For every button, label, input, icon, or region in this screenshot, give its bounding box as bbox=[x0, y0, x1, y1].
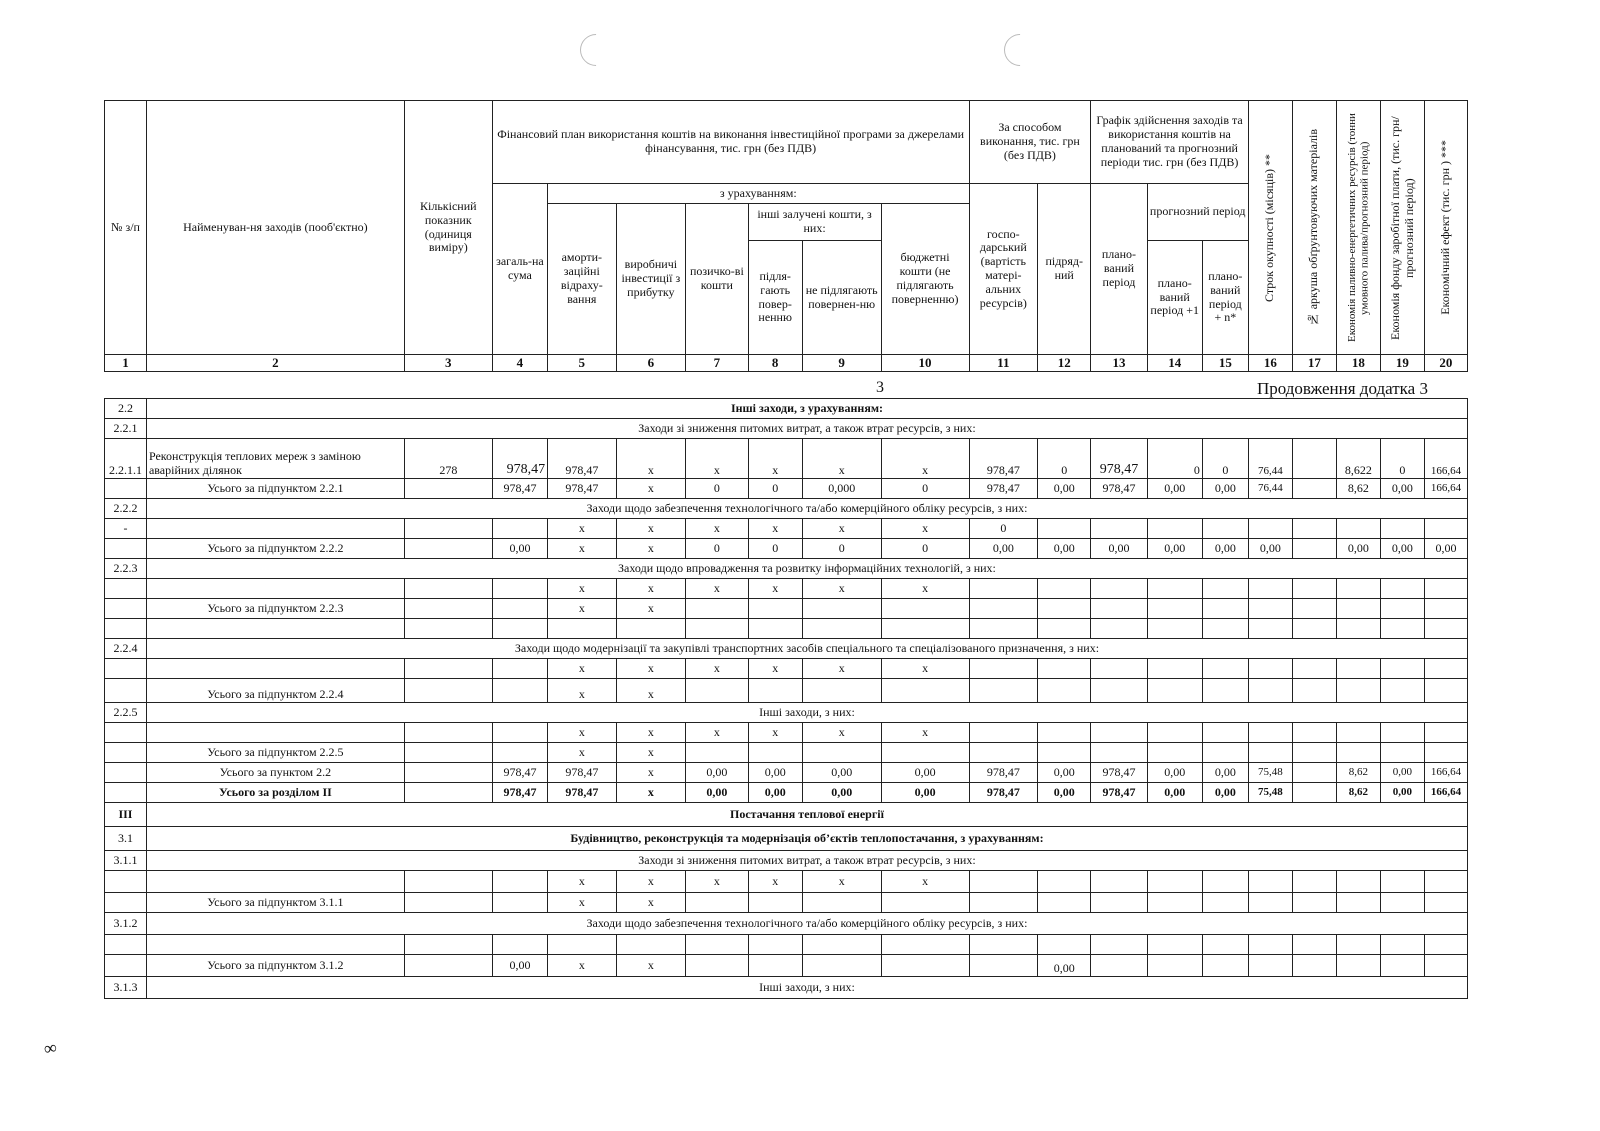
hdr-non-returnable: не підлягають повернен-ню bbox=[802, 241, 881, 355]
cell-budget: x bbox=[881, 659, 969, 679]
cell-production-investment: x bbox=[616, 519, 686, 539]
item-name-line1: Реконструкція теплових мереж з заміною bbox=[148, 449, 361, 464]
section-row bbox=[105, 703, 1468, 723]
cell-budget: x bbox=[881, 579, 969, 599]
cell-planned-period: 0,00 bbox=[1091, 539, 1147, 559]
hdr-other-funds: інші залучені кошти, з них: bbox=[748, 204, 881, 241]
page-number: 3 bbox=[876, 379, 884, 396]
cell-production-investment: x bbox=[616, 579, 686, 599]
cell-economic: 978,47 bbox=[969, 479, 1038, 499]
col-number: 17 bbox=[1292, 355, 1336, 372]
item-number: - bbox=[105, 519, 147, 539]
cell-amortization: x bbox=[548, 955, 617, 977]
subtotal-row bbox=[105, 679, 1468, 703]
cell-amortization: x bbox=[548, 679, 617, 703]
section-number: 2.2.2 bbox=[105, 499, 147, 519]
subtotal-label: Усього за пунктом 2.2 bbox=[146, 763, 404, 783]
cell-budget: 0 bbox=[881, 479, 969, 499]
hdr-including: з урахуванням: bbox=[548, 184, 970, 204]
cell-payback: 75,48 bbox=[1248, 783, 1292, 803]
cell-economic: 0 bbox=[969, 519, 1038, 539]
section-row bbox=[105, 559, 1468, 579]
hdr-contract: підряд-ний bbox=[1038, 184, 1091, 355]
cell-contract: 0 bbox=[1038, 439, 1091, 479]
cell-loans: 0,00 bbox=[686, 763, 748, 783]
cell-loans: x bbox=[686, 579, 748, 599]
subtotal-row bbox=[105, 743, 1468, 763]
section-title: Заходи щодо забезпечення технологічного та/або комерційного обліку ресурсів, з них: bbox=[146, 913, 1467, 935]
cell-contract: 0,00 bbox=[1038, 783, 1091, 803]
subtotal-label: Усього за підпунктом 2.2.3 bbox=[146, 599, 404, 619]
hdr-amortization: аморти-заційні відраху-вання bbox=[548, 204, 617, 355]
cell-returnable: 0 bbox=[748, 539, 802, 559]
col-number: 12 bbox=[1038, 355, 1091, 372]
cell-contract: 0,00 bbox=[1038, 763, 1091, 783]
section-title: Заходи зі зниження питомих витрат, а також втрат ресурсів, з них: bbox=[146, 851, 1467, 871]
cell-total: 978,47 bbox=[492, 439, 547, 479]
cell-non-returnable: 0,00 bbox=[802, 783, 881, 803]
cell-non-returnable: x bbox=[802, 723, 881, 743]
col-number: 2 bbox=[146, 355, 404, 372]
cell-wage-savings: 0 bbox=[1380, 439, 1424, 479]
cell-production-investment: x bbox=[616, 743, 686, 763]
punch-hole-left bbox=[573, 27, 618, 72]
cell-loans: x bbox=[686, 723, 748, 743]
hdr-planned-period: плано-ваний період bbox=[1091, 184, 1147, 355]
hdr-schedule: Графік здійснення заходів та використання коштів на планований та прогнозний періоди тис. грн (без ПДВ) bbox=[1091, 101, 1249, 184]
cell-economic: 0,00 bbox=[969, 539, 1038, 559]
hdr-quantity: Кількісний показник (одиниця виміру) bbox=[404, 101, 492, 355]
cell-production-investment: x bbox=[616, 783, 686, 803]
cell-amortization: x bbox=[548, 743, 617, 763]
cell-returnable: x bbox=[748, 519, 802, 539]
cell-contract: 0,00 bbox=[1038, 539, 1091, 559]
cell-economic: 978,47 bbox=[969, 783, 1038, 803]
cell-returnable: 0 bbox=[748, 479, 802, 499]
cell-planned-plus1: 0 bbox=[1147, 439, 1202, 479]
cell-planned-plus1: 0,00 bbox=[1147, 479, 1202, 499]
hdr-payback-text: Строк окупності (місяців) ** bbox=[1262, 153, 1277, 302]
table-row bbox=[105, 619, 1468, 639]
cell-amortization: x bbox=[548, 539, 617, 559]
cell-total: 978,47 bbox=[492, 479, 547, 499]
cell-wage-savings: 0,00 bbox=[1380, 479, 1424, 499]
cell-returnable: x bbox=[748, 871, 802, 893]
col-number: 11 bbox=[969, 355, 1038, 372]
cell-econ-effect: 0,00 bbox=[1424, 539, 1467, 559]
hdr-production-investment: виробничі інвестиції з прибутку bbox=[616, 204, 686, 355]
section-row bbox=[105, 827, 1468, 851]
cell-loans: x bbox=[686, 871, 748, 893]
section-row bbox=[105, 419, 1468, 439]
hdr-sheet-no bbox=[1292, 101, 1336, 355]
cell-non-returnable: x bbox=[802, 439, 881, 479]
hdr-no: № з/п bbox=[105, 101, 147, 355]
cell-amortization: x bbox=[548, 599, 617, 619]
cell-quantity: 278 bbox=[404, 439, 492, 479]
cell-planned-plusn: 0 bbox=[1202, 439, 1248, 479]
table-row bbox=[105, 579, 1468, 599]
table-row bbox=[105, 935, 1468, 955]
cell-loans: x bbox=[686, 519, 748, 539]
cell-production-investment: x bbox=[616, 599, 686, 619]
cell-returnable: x bbox=[748, 439, 802, 479]
cell-returnable: x bbox=[748, 659, 802, 679]
section-number: 2.2.3 bbox=[105, 559, 147, 579]
col-number: 20 bbox=[1424, 355, 1467, 372]
cell-planned-period: 978,47 bbox=[1091, 439, 1147, 479]
hdr-econ-effect-text: Економічний ефект (тис. грн ) *** bbox=[1438, 140, 1452, 315]
subtotal-row bbox=[105, 763, 1468, 783]
table-row bbox=[105, 439, 1468, 479]
col-number: 3 bbox=[404, 355, 492, 372]
cell-econ-effect: 166,64 bbox=[1424, 783, 1467, 803]
cell-production-investment: x bbox=[616, 439, 686, 479]
cell-planned-plus1: 0,00 bbox=[1147, 783, 1202, 803]
subtotal-label: Усього за підпунктом 3.1.2 bbox=[146, 955, 404, 977]
item-number: 2.2.1.1 bbox=[105, 439, 147, 479]
section-number: 3.1.1 bbox=[105, 851, 147, 871]
table-row bbox=[105, 871, 1468, 893]
cell-fuel-savings: 8,62 bbox=[1336, 763, 1380, 783]
cell-production-investment: x bbox=[616, 893, 686, 913]
cell-total: 0,00 bbox=[492, 539, 547, 559]
section-title: Заходи щодо впровадження та розвитку інформаційних технологій, з них: bbox=[146, 559, 1467, 579]
cell-empty bbox=[404, 479, 492, 499]
cell-total: 0,00 bbox=[492, 955, 547, 977]
section-number: 2.2.1 bbox=[105, 419, 147, 439]
investment-plan-header bbox=[104, 100, 1468, 372]
section-title: Постачання теплової енергії bbox=[146, 803, 1467, 827]
cell-amortization: 978,47 bbox=[548, 439, 617, 479]
cell-amortization: x bbox=[548, 519, 617, 539]
cell-wage-savings: 0,00 bbox=[1380, 783, 1424, 803]
handwritten-mark: ∞ bbox=[42, 1037, 59, 1059]
hdr-loans: позичко-ві кошти bbox=[686, 204, 748, 355]
section-row bbox=[105, 977, 1468, 999]
cell-budget: x bbox=[881, 871, 969, 893]
subtotal-row bbox=[105, 479, 1468, 499]
hdr-wage-savings-text: Економія фонду заробітної плати, (тис. грн/прогнозний період) bbox=[1387, 115, 1416, 340]
cell-econ-effect: 166,64 bbox=[1424, 439, 1467, 479]
col-number: 19 bbox=[1380, 355, 1424, 372]
cell-planned-plusn: 0,00 bbox=[1202, 479, 1248, 499]
col-number: 1 bbox=[105, 355, 147, 372]
cell-non-returnable: 0,000 bbox=[802, 479, 881, 499]
cell-amortization: x bbox=[548, 893, 617, 913]
section-row bbox=[105, 851, 1468, 871]
cell-budget: x bbox=[881, 723, 969, 743]
section-row bbox=[105, 803, 1468, 827]
item-name-line2: аварійних ділянок bbox=[148, 463, 242, 478]
col-number: 7 bbox=[686, 355, 748, 372]
cell-budget: 0,00 bbox=[881, 783, 969, 803]
section-number: 2.2.4 bbox=[105, 639, 147, 659]
cell-non-returnable: x bbox=[802, 871, 881, 893]
cell-amortization: 978,47 bbox=[548, 783, 617, 803]
section-title: Інші заходи, з них: bbox=[146, 977, 1467, 999]
cell-amortization: x bbox=[548, 659, 617, 679]
hdr-fuel-savings bbox=[1336, 101, 1380, 355]
section-number: 3.1 bbox=[105, 827, 147, 851]
subtotal-row bbox=[105, 539, 1468, 559]
cell-fuel-savings: 0,00 bbox=[1336, 539, 1380, 559]
cell-loans: 0 bbox=[686, 539, 748, 559]
section-row bbox=[105, 499, 1468, 519]
hdr-planned-plus1: плано-ваний період +1 bbox=[1147, 241, 1202, 355]
table-row bbox=[105, 723, 1468, 743]
section-title: Заходи зі зниження питомих витрат, а також втрат ресурсів, з них: bbox=[146, 419, 1467, 439]
subtotal-label: Усього за підпунктом 2.2.1 bbox=[146, 479, 404, 499]
col-number: 18 bbox=[1336, 355, 1380, 372]
cell-planned-period: 978,47 bbox=[1091, 783, 1147, 803]
subtotal-row bbox=[105, 955, 1468, 977]
section-number: III bbox=[105, 803, 147, 827]
col-number: 9 bbox=[802, 355, 881, 372]
cell-loans: 0,00 bbox=[686, 783, 748, 803]
cell-production-investment: x bbox=[616, 539, 686, 559]
cell-production-investment: x bbox=[616, 871, 686, 893]
cell-planned-plus1: 0,00 bbox=[1147, 539, 1202, 559]
continuation-label: Продовження додатка 3 bbox=[1257, 379, 1428, 398]
hdr-budget: бюджетні кошти (не підлягають поверненню) bbox=[881, 204, 969, 355]
hdr-sheet-no-text: № аркуша обґрунтовуючих матеріалів bbox=[1306, 128, 1321, 327]
cell-econ-effect: 166,64 bbox=[1424, 763, 1467, 783]
cell-returnable: x bbox=[748, 723, 802, 743]
cell-contract: 0,00 bbox=[1038, 479, 1091, 499]
section-number: 3.1.3 bbox=[105, 977, 147, 999]
subtotal-label: Усього за підпунктом 3.1.1 bbox=[146, 893, 404, 913]
cell-non-returnable: x bbox=[802, 519, 881, 539]
cell-non-returnable: x bbox=[802, 659, 881, 679]
table-row bbox=[105, 519, 1468, 539]
cell-budget: x bbox=[881, 519, 969, 539]
cell-production-investment: x bbox=[616, 763, 686, 783]
cell-amortization: x bbox=[548, 579, 617, 599]
cell-amortization: x bbox=[548, 871, 617, 893]
col-number: 16 bbox=[1248, 355, 1292, 372]
col-number: 14 bbox=[1147, 355, 1202, 372]
cell-non-returnable: 0 bbox=[802, 539, 881, 559]
section-total-row bbox=[105, 783, 1468, 803]
cell-fuel-savings: 8,622 bbox=[1336, 439, 1380, 479]
cell-payback: 0,00 bbox=[1248, 539, 1292, 559]
cell-planned-plusn: 0,00 bbox=[1202, 763, 1248, 783]
cell-wage-savings: 0,00 bbox=[1380, 539, 1424, 559]
col-number: 8 bbox=[748, 355, 802, 372]
cell-fuel-savings: 8,62 bbox=[1336, 783, 1380, 803]
cell-planned-plusn: 0,00 bbox=[1202, 783, 1248, 803]
cell-econ-effect: 166,64 bbox=[1424, 479, 1467, 499]
subtotal-label: Усього за розділом II bbox=[146, 783, 404, 803]
hdr-finance-plan: Фінансовий план використання коштів на виконання інвестиційної програми за джерелами фінансування, тис. грн (без ПДВ) bbox=[492, 101, 969, 184]
hdr-wage-savings bbox=[1380, 101, 1424, 355]
cell-wage-savings: 0,00 bbox=[1380, 763, 1424, 783]
col-number: 5 bbox=[548, 355, 617, 372]
col-number: 13 bbox=[1091, 355, 1147, 372]
section-row bbox=[105, 639, 1468, 659]
cell-total: 978,47 bbox=[492, 763, 547, 783]
cell-loans: x bbox=[686, 439, 748, 479]
section-row bbox=[105, 913, 1468, 935]
hdr-total: загаль-на сума bbox=[492, 184, 547, 355]
cell-fuel-savings: 8,62 bbox=[1336, 479, 1380, 499]
cell-planned-plus1: 0,00 bbox=[1147, 763, 1202, 783]
col-number: 10 bbox=[881, 355, 969, 372]
hdr-payback bbox=[1248, 101, 1292, 355]
cell-non-returnable: 0,00 bbox=[802, 763, 881, 783]
section-number: 2.2 bbox=[105, 399, 147, 419]
section-title: Будівництво, реконструкція та модернізація об’єктів теплопостачання, з урахуванням: bbox=[146, 827, 1467, 851]
section-number: 3.1.2 bbox=[105, 913, 147, 935]
hdr-execution-method: За способом виконання, тис. грн (без ПДВ) bbox=[969, 101, 1091, 184]
section-title: Заходи щодо модернізації та закупівлі транспортних засобів спеціального та спеціалізованого призначення, з них: bbox=[146, 639, 1467, 659]
section-title: Заходи щодо забезпечення технологічного та/або комерційного обліку ресурсів, з них: bbox=[146, 499, 1467, 519]
cell-planned-plusn: 0,00 bbox=[1202, 539, 1248, 559]
col-number: 15 bbox=[1202, 355, 1248, 372]
cell-economic: 978,47 bbox=[969, 439, 1038, 479]
cell-empty bbox=[105, 479, 147, 499]
col-number: 6 bbox=[616, 355, 686, 372]
section-number: 2.2.5 bbox=[105, 703, 147, 723]
investment-plan-body bbox=[104, 398, 1468, 999]
cell-planned-period: 978,47 bbox=[1091, 763, 1147, 783]
subtotal-row bbox=[105, 599, 1468, 619]
cell-loans: x bbox=[686, 659, 748, 679]
cell-budget: 0 bbox=[881, 539, 969, 559]
subtotal-label: Усього за підпунктом 2.2.5 bbox=[146, 743, 404, 763]
cell-amortization: 978,47 bbox=[548, 479, 617, 499]
cell-sheet-no bbox=[1292, 439, 1336, 479]
hdr-fuel-savings-text: Економія паливно-енергетичних ресурсів (тонни умовного палива/прогнозний період) bbox=[1345, 113, 1371, 342]
hdr-planned-plusn: плано-ваний період + n* bbox=[1202, 241, 1248, 355]
punch-hole-right bbox=[997, 27, 1042, 72]
item-name bbox=[146, 439, 404, 479]
cell-payback: 76,44 bbox=[1248, 479, 1292, 499]
table-row bbox=[105, 659, 1468, 679]
cell-amortization: x bbox=[548, 723, 617, 743]
cell-production-investment: x bbox=[616, 955, 686, 977]
cell-planned-period: 978,47 bbox=[1091, 479, 1147, 499]
cell-returnable: x bbox=[748, 579, 802, 599]
subtotal-row bbox=[105, 893, 1468, 913]
col-number: 4 bbox=[492, 355, 547, 372]
hdr-returnable: підля-гають повер-ненню bbox=[748, 241, 802, 355]
cell-economic: 978,47 bbox=[969, 763, 1038, 783]
section-row bbox=[105, 399, 1468, 419]
hdr-name: Найменуван-ня заходів (пооб'єктно) bbox=[146, 101, 404, 355]
cell-payback: 75,48 bbox=[1248, 763, 1292, 783]
cell-returnable: 0,00 bbox=[748, 763, 802, 783]
hdr-econ-effect bbox=[1424, 101, 1467, 355]
section-title: Інші заходи, з урахуванням: bbox=[146, 399, 1467, 419]
cell-contract: 0,00 bbox=[1038, 955, 1091, 977]
cell-loans: 0 bbox=[686, 479, 748, 499]
cell-returnable: 0,00 bbox=[748, 783, 802, 803]
cell-production-investment: x bbox=[616, 479, 686, 499]
cell-sheet-no bbox=[1292, 479, 1336, 499]
subtotal-label: Усього за підпунктом 2.2.4 bbox=[146, 679, 404, 703]
hdr-forecast-period: прогнозний період bbox=[1147, 184, 1248, 241]
cell-budget: 0,00 bbox=[881, 763, 969, 783]
cell-payback: 76,44 bbox=[1248, 439, 1292, 479]
cell-production-investment: x bbox=[616, 659, 686, 679]
subtotal-label: Усього за підпунктом 2.2.2 bbox=[146, 539, 404, 559]
cell-total: 978,47 bbox=[492, 783, 547, 803]
cell-production-investment: x bbox=[616, 723, 686, 743]
cell-amortization: 978,47 bbox=[548, 763, 617, 783]
cell-budget: x bbox=[881, 439, 969, 479]
cell-non-returnable: x bbox=[802, 579, 881, 599]
cell-production-investment: x bbox=[616, 679, 686, 703]
hdr-economic: госпо-дарський (вартість матері-альних ресурсів) bbox=[969, 184, 1038, 355]
section-title: Інші заходи, з них: bbox=[146, 703, 1467, 723]
